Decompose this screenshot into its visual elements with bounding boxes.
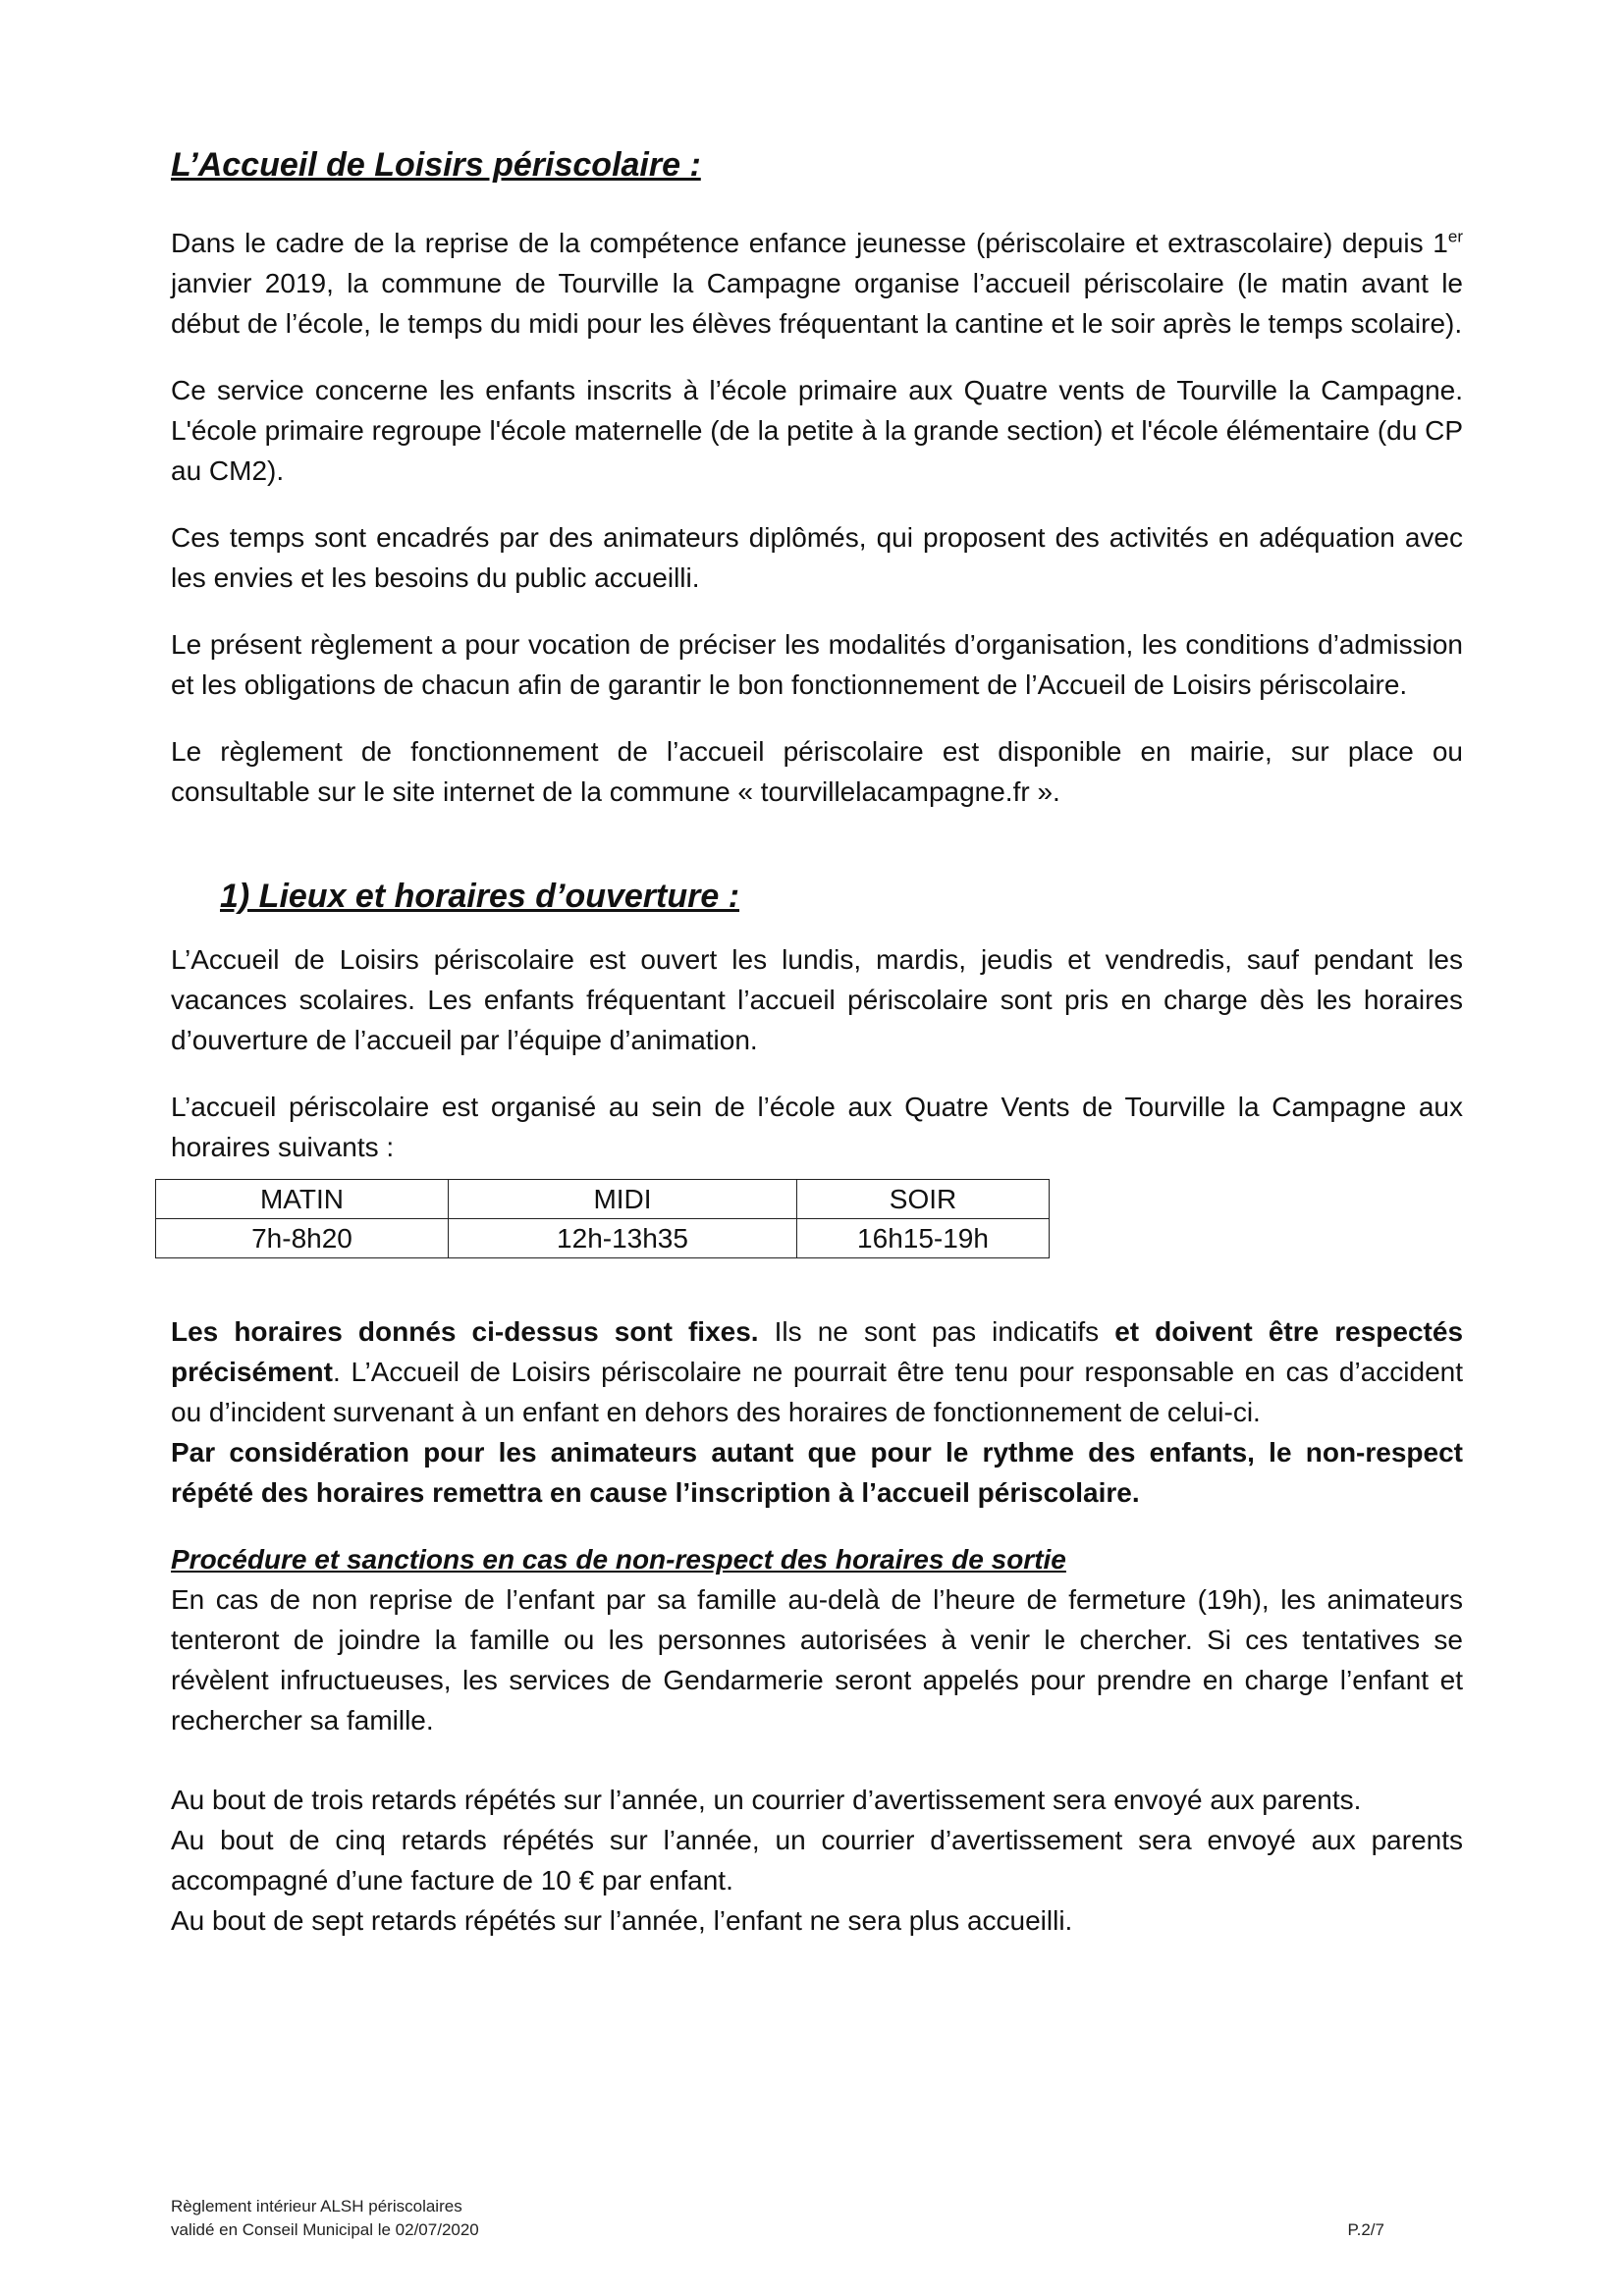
intro-paragraph-3: Ces temps sont encadrés par des animateurs diplômés, qui proposent des activités en adéquation avec les envies et les besoins du public accueilli. bbox=[171, 522, 1463, 593]
sanction-five-delays: Au bout de cinq retards répétés sur l’année, un courrier d’avertissement sera envoyé aux parents accompagné d’une facture de 10 € par enfant. bbox=[171, 1825, 1463, 1896]
hours-header-soir: SOIR bbox=[797, 1180, 1050, 1219]
intro-paragraph-1: Dans le cadre de la reprise de la compétence enfance jeunesse (périscolaire et extrascolaire) depuis 1er janvier 2019, la commune de Tourville la Campagne organise l’accueil périscolaire (le matin avant le début de l’école, le temps du midi pour les élèves fréquentant la cantine et le soir après le temps scolaire). bbox=[171, 227, 1463, 339]
intro-paragraph-4: Le présent règlement a pour vocation de préciser les modalités d’organisation, les conditions d’admission et les obligations de chacun afin de garantir le bon fonctionnement de l’Accueil de Loisirs périscolaire. bbox=[171, 629, 1463, 700]
footer-line-1: Règlement intérieur ALSH périscolaires bbox=[171, 2197, 462, 2216]
hours-table-value-row bbox=[156, 1219, 1050, 1258]
intro-paragraph-2: Ce service concerne les enfants inscrits à l’école primaire aux Quatre vents de Tourville la Campagne. L'école primaire regroupe l'école maternelle (de la petite à la grande section) et l'école élémentaire (du CP au CM2). bbox=[171, 375, 1463, 486]
procedure-heading: Procédure et sanctions en cas de non-respect des horaires de sortie bbox=[171, 1544, 1066, 1575]
hours-table-header-row bbox=[156, 1180, 1050, 1219]
page-footer bbox=[171, 2195, 1384, 2242]
sanction-three-delays: Au bout de trois retards répétés sur l’année, un courrier d’avertissement sera envoyé aux parents. bbox=[171, 1785, 1362, 1815]
hours-value-soir: 16h15-19h bbox=[797, 1219, 1050, 1258]
rules-warning-paragraph: Par considération pour les animateurs autant que pour le rythme des enfants, le non-respect répété des horaires remettra en cause l’inscription à l’accueil périscolaire. bbox=[171, 1437, 1463, 1508]
hours-value-midi: 12h-13h35 bbox=[449, 1219, 797, 1258]
section1-paragraph-2: L’accueil périscolaire est organisé au sein de l’école aux Quatre Vents de Tourville la Campagne aux horaires suivants : bbox=[171, 1092, 1463, 1162]
hours-header-midi: MIDI bbox=[449, 1180, 797, 1219]
intro-paragraph-5: Le règlement de fonctionnement de l’accueil périscolaire est disponible en mairie, sur place ou consultable sur le site internet de la commune « tourvillelacampagne.fr ». bbox=[171, 736, 1463, 807]
hours-value-matin: 7h-8h20 bbox=[156, 1219, 449, 1258]
sanction-seven-delays: Au bout de sept retards répétés sur l’année, l’enfant ne sera plus accueilli. bbox=[171, 1905, 1073, 1936]
page-title: L’Accueil de Loisirs périscolaire : bbox=[171, 146, 701, 184]
document-body bbox=[171, 143, 1463, 1941]
rules-paragraph: Les horaires donnés ci-dessus sont fixes. Ils ne sont pas indicatifs et doivent être respectés précisément. L’Accueil de Loisirs périscolaire ne pourrait être tenu pour responsable en cas d’accident ou d’incident survenant à un enfant en dehors des horaires de fonctionnement de celui-ci. bbox=[171, 1316, 1464, 1427]
section-heading-lieux-horaires: 1) Lieux et horaires d’ouverture : bbox=[220, 878, 740, 915]
hours-table bbox=[155, 1179, 1050, 1258]
footer-line-2: validé en Conseil Municipal le 02/07/2020 bbox=[171, 2220, 479, 2239]
section1-paragraph-1: L’Accueil de Loisirs périscolaire est ouvert les lundis, mardis, jeudis et vendredis, sauf pendant les vacances scolaires. Les enfants fréquentant l’accueil périscolaire sont pris en charge dès les horaires d’ouverture de l’accueil par l’équipe d’animation. bbox=[171, 944, 1463, 1055]
page-number: P.2/7 bbox=[1347, 2220, 1384, 2239]
procedure-paragraph: En cas de non reprise de l’enfant par sa famille au-delà de l’heure de fermeture (19h), les animateurs tenteront de joindre la famille ou les personnes autorisées à venir le chercher. Si ces tentatives se révèlent infructueuses, les services de Gendarmerie seront appelés pour prendre en charge l’enfant et rechercher sa famille. bbox=[171, 1584, 1463, 1735]
hours-header-matin: MATIN bbox=[156, 1180, 449, 1219]
